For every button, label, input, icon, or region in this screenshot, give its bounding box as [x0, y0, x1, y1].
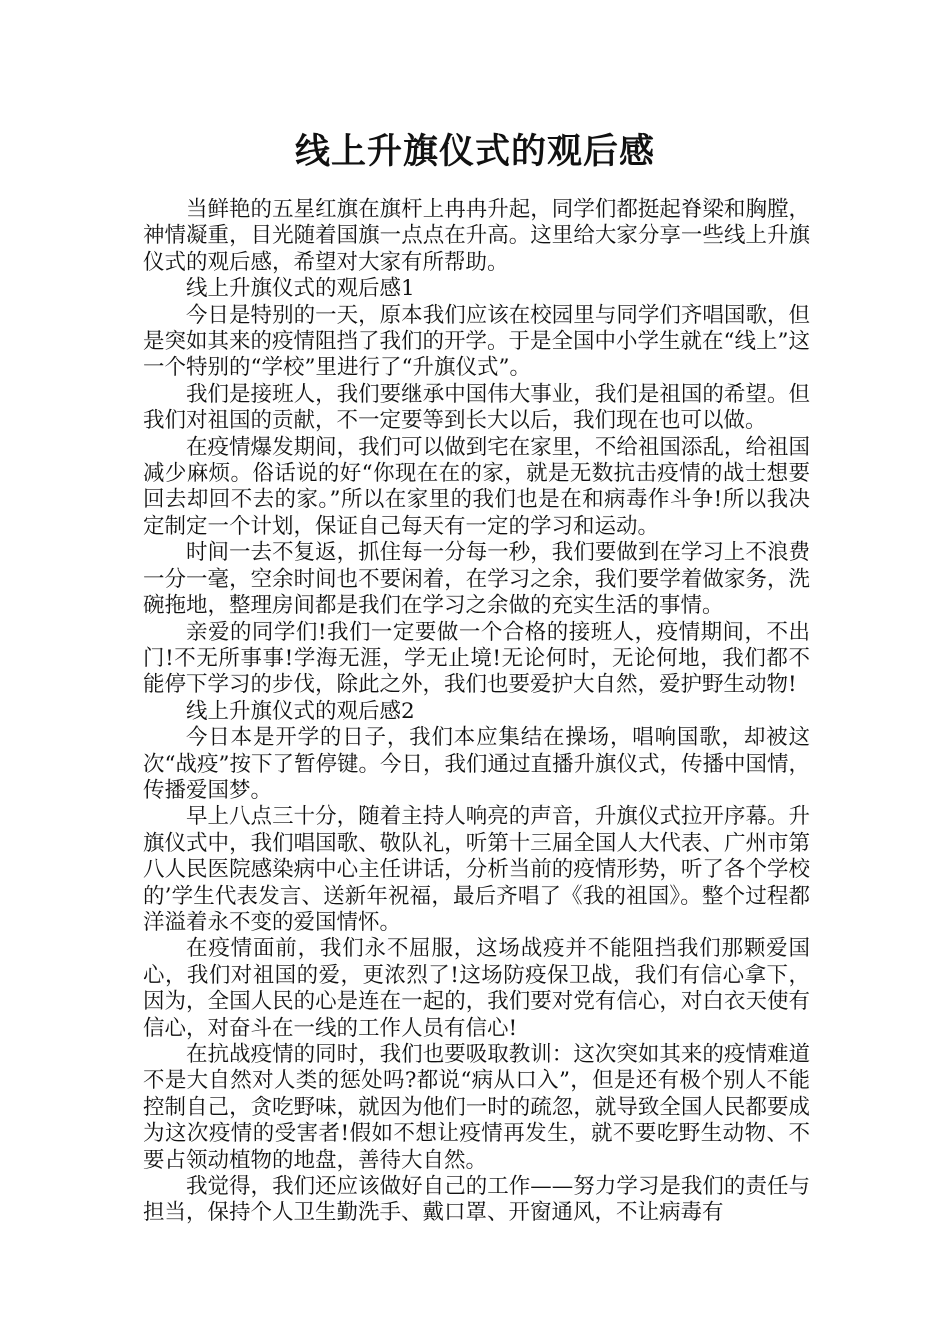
paragraph: 今日本是开学的日子，我们本应集结在操场，唱响国歌，却被这次“战疫”按下了暂停键。今日，我们通过直播升旗仪式，传播中国情，传播爱国梦。 — [143, 725, 810, 803]
document-title: 线上升旗仪式的观后感 — [294, 132, 655, 172]
paragraph: 亲爱的同学们!我们一定要做一个合格的接班人，疫情期间，不出门!不无所事事!学海无涯，学无止境!无论何时，无论何地，我们都不能停下学习的步伐，除此之外，我们也要爱护大自然，爱护野生动物! — [143, 619, 810, 698]
section-heading-2: 线上升旗仪式的观后感2 — [186, 698, 415, 724]
paragraph: 在抗战疫情的同时，我们也要吸取教训：这次突如其来的疫情难道不是大自然对人类的惩处吗?都说“病从口入”，但是还有极个别人不能控制自己，贪吃野味，就因为他们一时的疏忽，就导致全国人民都要成为这次疫情的受害者!假如不想让疫情再发生，就不要吃野生动物、不要占领动植物的地盘，善待大自然。 — [143, 1042, 810, 1173]
paragraph: 今日是特别的一天，原本我们应该在校园里与同学们齐唱国歌，但是突如其来的疫情阻挡了我们的开学。于是全国中小学生就在“线上”这一个特别的“学校”里进行了“升旗仪式”。 — [143, 302, 810, 381]
paragraph: 在疫情面前，我们永不屈服，这场战疫并不能阻挡我们那颗爱国心，我们对祖国的爱，更浓烈了!这场防疫保卫战，我们有信心拿下，因为，全国人民的心是连在一起的，我们要对党有信心，对白衣天使有信心，对奋斗在一线的工作人员有信心! — [143, 936, 810, 1041]
document-body — [143, 197, 810, 1227]
intro-paragraph: 当鲜艳的五星红旗在旗杆上冉冉升起，同学们都挺起脊梁和胸膛，神情凝重，目光随着国旗一点点在升高。这里给大家分享一些线上升旗仪式的观后感，希望对大家有所帮助。 — [143, 197, 810, 275]
section-heading-1: 线上升旗仪式的观后感1 — [186, 276, 415, 302]
paragraph: 在疫情爆发期间，我们可以做到宅在家里，不给祖国添乱，给祖国减少麻烦。俗话说的好“你现在在的家，就是无数抗击疫情的战士想要回去却回不去的家。”所以在家里的我们也是在和病毒作斗争!所以我决定制定一个计划，保证自己每天有一定的学习和运动。 — [143, 434, 810, 539]
paragraph: 我觉得，我们还应该做好自己的工作——努力学习是我们的责任与担当，保持个人卫生勤洗手、戴口罩、开窗通风，不让病毒有 — [143, 1174, 810, 1226]
paragraph: 时间一去不复返，抓住每一分每一秒，我们要做到在学习上不浪费一分一毫，空余时间也不要闲着，在学习之余，我们要学着做家务，洗碗拖地，整理房间都是我们在学习之余做的充实生活的事情。 — [143, 540, 810, 619]
paragraph: 我们是接班人，我们要继承中国伟大事业，我们是祖国的希望。但我们对祖国的贡献，不一定要等到长大以后，我们现在也可以做。 — [143, 381, 810, 434]
paragraph: 早上八点三十分，随着主持人响亮的声音，升旗仪式拉开序幕。升旗仪式中，我们唱国歌、敬队礼，听第十三届全国人大代表、广州市第八人民医院感染病中心主任讲话，分析当前的疫情形势，听了各个学校的’学生代表发言、送新年祝福，最后齐唱了《我的祖国》。整个过程都洋溢着永不变的爱国情怀。 — [143, 804, 810, 935]
